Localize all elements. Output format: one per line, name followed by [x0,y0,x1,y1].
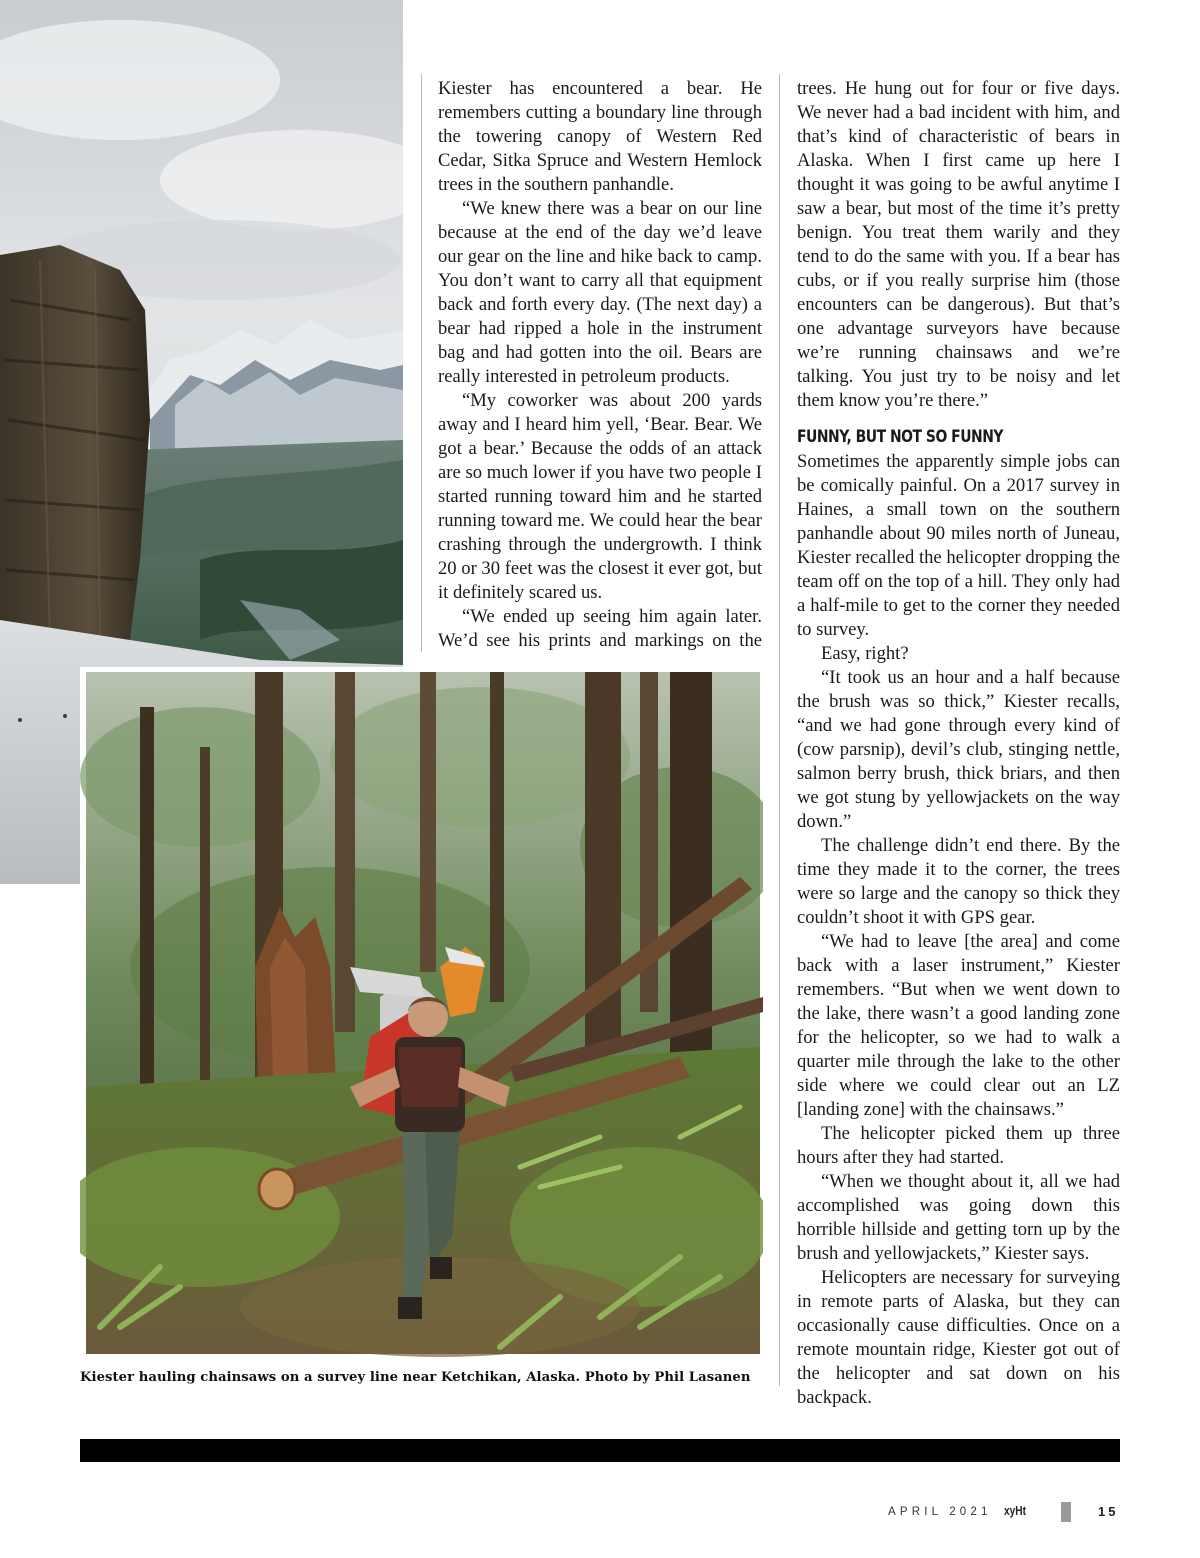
issue-date: APRIL 2021 [888,1506,992,1518]
paragraph: Kiester has encountered a bear. He remembers cutting a boundary line through the towering canopy of Western Red Cedar, Sitka Spruce and Western Hemlock trees in the southern panhandle. [438,78,762,195]
paragraph: “We had to leave [the area] and come back with a laser instrument,” Kiester remembers. “But when we went down to the lake, there wasn’t a good landing zone for the helicopter, so we had to walk a quarter mile through the lake to the other side where we could clear out an LZ [landing zone] with the chainsaws.” [797,931,1120,1120]
paragraph: “We ended up seeing him again later. We’d see his prints and markings on the [438,606,762,651]
paragraph: The helicopter picked them up three hours after they had started. [797,1123,1120,1168]
paragraph: Easy, right? [821,643,909,664]
paragraph: “When we thought about it, all we had accomplished was going down this horrible hillside and getting torn up by the brush and yellowjackets,” Kiester says. [797,1171,1120,1264]
paragraph: “My coworker was about 200 yards away and I heard him yell, ‘Bear. Bear. We got a bear.’ Because the odds of an attack are so much lower if you have two people I started running toward him and he started running toward me. We could hear the bear crashing through the undergrowth. I think 20 or 30 feet was the closest it ever got, but it definitely scared us. [438,390,762,603]
paragraph: The challenge didn’t end there. By the time they made it to the corner, the trees were so large and the canopy so thick they couldn’t shoot it with GPS gear. [797,835,1120,928]
article-column-2 [797,77,1120,1410]
paragraph: “We knew there was a bear on our line because at the end of the day we’d leave our gear on the line and hike back to camp. You don’t want to carry all that equipment back and forth every day. (The next day) a bear had ripped a hole in the instrument bag and had gotten into the oil. Bears are really interested in petroleum products. [438,198,762,387]
page-footer [0,1502,1200,1526]
page-number: 15 [1098,1504,1119,1519]
section-heading: FUNNY, BUT NOT SO FUNNY [797,427,1003,447]
article-column-1 [438,77,762,653]
footer-tab [1061,1502,1071,1522]
paragraph: trees. He hung out for four or five days. We never had a bad incident with him, and that’s kind of characteristic of bears in Alaska. When I first came up here I thought it was going to be awful anytime I saw a bear, but most of the time it’s pretty benign. You treat them warily and they tend to do the same with you. If a bear has cubs, or if you really surprise him (those encounters can be dangerous). But that’s one advantage surveyors have because we’re running chainsaws and we’re talking. You just try to be noisy and let them know you’re there.” [797,78,1120,411]
magazine-name: xyHt [1004,1503,1026,1518]
photo-caption: Kiester hauling chainsaws on a survey line near Ketchikan, Alaska. Photo by Phil Lasanen [80,1370,751,1385]
paragraph: Helicopters are necessary for surveying in remote parts of Alaska, but they can occasionally cause difficulties. Once on a remote mountain ridge, Kiester got out of the helicopter and sat down on his backpack. [797,1267,1120,1408]
footer-bar [80,1439,1120,1462]
paragraph: “It took us an hour and a half because the brush was so thick,” Kiester recalls, “and we had gone through every kind of (cow parsnip), devil’s club, stinging nettle, salmon berry brush, thick briars, and then we got stung by yellowjackets on the way down.” [797,667,1120,832]
column-divider [421,74,422,652]
column-divider [779,74,780,1386]
paragraph: Sometimes the apparently simple jobs can be comically painful. On a 2017 survey in Haines, a small town on the southern panhandle about 90 miles north of Juneau, Kiester recalled the helicopter dropping the team off on the top of a hill. They only had a half-mile to get to the corner they needed to survey. [797,451,1120,640]
forest-photo [80,667,763,1359]
